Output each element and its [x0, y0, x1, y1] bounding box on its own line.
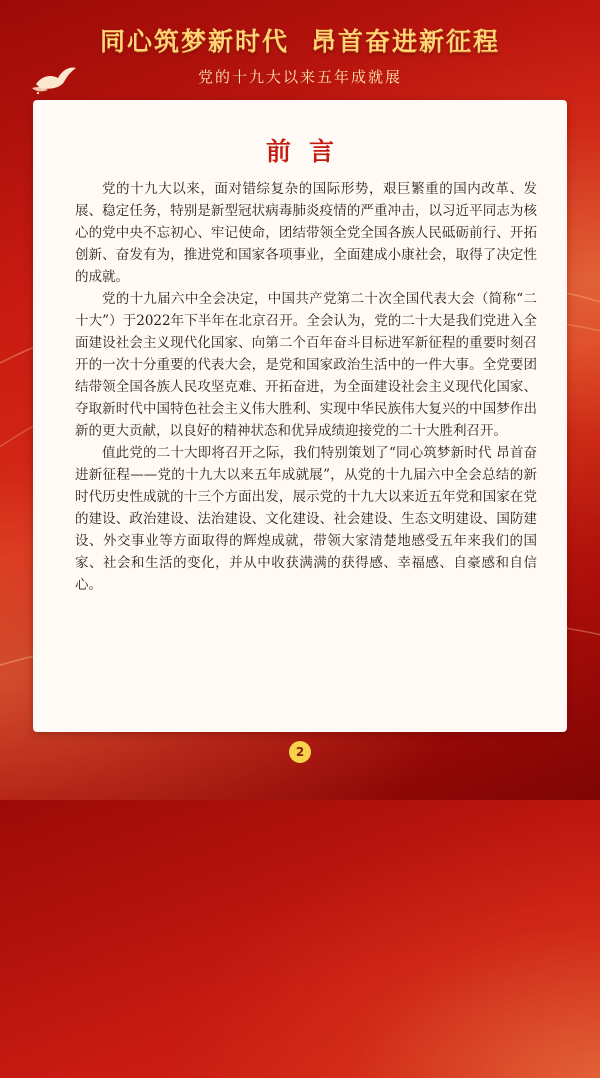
page-number-badge: 2 [289, 741, 311, 763]
exhibition-title [0, 22, 600, 58]
preface-title: 前言 [265, 137, 352, 166]
paragraph: 党的十九届六中全会决定，中国共产党第二十次全国代表大会（简称“二十大”）于2022年下半年在北京召开。全会认为，党的二十大是我们党进入全面建设社会主义现代化国家、向第二个百年奋斗目标进军新征程的重要时刻召开的一次十分重要的代表大会，是党和国家政治生活中的一件大事。全党要团结带领全国各族人民攻坚克难、开拓奋进，为全面建设社会主义现代化国家、夺取新时代中国特色社会主义伟大胜利、实现中华民族伟大复兴的中国梦作出新的更大贡献，以良好的精神状态和优异成绩迎接党的二十大胜利召开。 [75, 291, 537, 439]
title-right: 昂首奋进新征程 [311, 27, 501, 56]
exhibition-subtitle: 党的十九大以来五年成就展 [197, 68, 402, 86]
title-left: 同心筑梦新时代 [99, 27, 289, 56]
page-header [0, 0, 600, 100]
paragraph: 党的十九大以来，面对错综复杂的国际形势，艰巨繁重的国内改革、发展、稳定任务，特别是新型冠状病毒肺炎疫情的严重冲击，以习近平同志为核心的党中央不忘初心、牢记使命，团结带领全党全国各族人民砥砺前行、开拓创新、奋发有为，推进党和国家各项事业，全面建成小康社会，取得了决定性的成就。 [75, 181, 537, 285]
paragraph: 值此党的二十大即将召开之际，我们特别策划了“同心筑梦新时代 昂首奋进新征程——党的十九大以来五年成就展”，从党的十九届六中全会总结的新时代历史性成就的十三个方面出发，展示党的十九大以来近五年党和国家在党的建设、政治建设、法治建设、文化建设、社会建设、生态文明建设、国防建设、外交事业等方面取得的辉煌成就，带领大家清楚地感受五年来我们的国家、社会和生活的变化，并从中收获满满的获得感、幸福感、自豪感和自信心。 [75, 445, 537, 593]
dove-icon [30, 62, 80, 96]
preface-body [75, 178, 537, 596]
preface-card [33, 100, 567, 732]
